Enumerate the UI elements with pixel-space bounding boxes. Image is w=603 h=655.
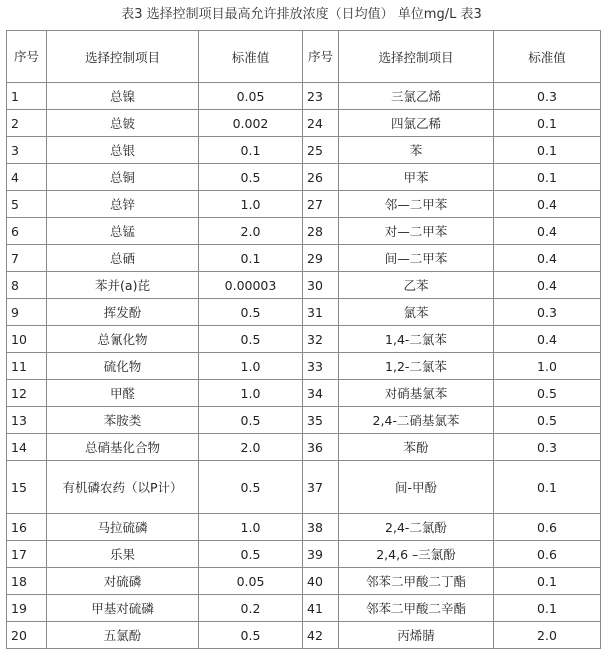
serial-number-right-cell: 29 — [303, 245, 339, 272]
standard-value-left-cell: 0.00003 — [199, 272, 303, 299]
control-item-right-cell: 三氯乙烯 — [339, 83, 494, 110]
control-item-left-cell: 挥发酚 — [47, 299, 199, 326]
control-item-right-cell: 丙烯腈 — [339, 622, 494, 649]
serial-number-right-cell: 35 — [303, 407, 339, 434]
serial-number-left-cell: 12 — [7, 380, 47, 407]
control-item-left-cell: 对硫磷 — [47, 568, 199, 595]
standard-value-right-cell: 0.6 — [494, 514, 601, 541]
serial-number-left-cell: 18 — [7, 568, 47, 595]
standard-value-left-cell: 0.05 — [199, 568, 303, 595]
standard-value-right-cell: 0.4 — [494, 245, 601, 272]
serial-number-left-cell: 7 — [7, 245, 47, 272]
table-row — [7, 272, 601, 299]
standard-value-right-cell: 0.3 — [494, 299, 601, 326]
control-item-left-cell: 甲基对硫磷 — [47, 595, 199, 622]
table-row — [7, 164, 601, 191]
control-item-right-cell: 间-甲酚 — [339, 461, 494, 514]
serial-number-right-cell: 36 — [303, 434, 339, 461]
standard-value-right-cell: 0.4 — [494, 326, 601, 353]
standard-value-left-cell: 1.0 — [199, 191, 303, 218]
standard-value-right-cell: 0.1 — [494, 164, 601, 191]
serial-number-left-cell: 19 — [7, 595, 47, 622]
serial-number-right-cell: 38 — [303, 514, 339, 541]
standard-value-right-cell: 1.0 — [494, 353, 601, 380]
control-item-right-cell: 对—二甲苯 — [339, 218, 494, 245]
serial-number-left-cell: 15 — [7, 461, 47, 514]
control-item-left-cell: 总铜 — [47, 164, 199, 191]
standard-value-left-cell: 0.5 — [199, 299, 303, 326]
serial-number-right-cell: 37 — [303, 461, 339, 514]
control-item-right-cell: 1,4-二氯苯 — [339, 326, 494, 353]
header-row — [7, 31, 601, 83]
serial-number-left-cell: 2 — [7, 110, 47, 137]
serial-number-left-cell: 3 — [7, 137, 47, 164]
standard-value-right-cell: 0.1 — [494, 595, 601, 622]
control-item-right-cell: 乙苯 — [339, 272, 494, 299]
serial-number-left-cell: 16 — [7, 514, 47, 541]
table-row — [7, 461, 601, 514]
standard-value-left-cell: 2.0 — [199, 218, 303, 245]
control-item-right-cell: 2,4,6 –三氯酚 — [339, 541, 494, 568]
serial-number-right-cell: 40 — [303, 568, 339, 595]
serial-number-right-cell: 34 — [303, 380, 339, 407]
header-standard-value-left: 标准值 — [199, 31, 303, 83]
control-item-right-cell: 四氯乙稀 — [339, 110, 494, 137]
table-row — [7, 568, 601, 595]
standard-value-left-cell: 0.05 — [199, 83, 303, 110]
serial-number-right-cell: 27 — [303, 191, 339, 218]
serial-number-right-cell: 39 — [303, 541, 339, 568]
table-row — [7, 434, 601, 461]
table-row — [7, 380, 601, 407]
emission-standards-table — [6, 30, 601, 649]
table-row — [7, 110, 601, 137]
control-item-left-cell: 总硝基化合物 — [47, 434, 199, 461]
standard-value-left-cell: 1.0 — [199, 380, 303, 407]
standard-value-left-cell: 0.5 — [199, 541, 303, 568]
table-row — [7, 622, 601, 649]
control-item-left-cell: 总氰化物 — [47, 326, 199, 353]
serial-number-right-cell: 42 — [303, 622, 339, 649]
standard-value-left-cell: 0.5 — [199, 622, 303, 649]
standard-value-left-cell: 0.2 — [199, 595, 303, 622]
table-row — [7, 83, 601, 110]
serial-number-left-cell: 1 — [7, 83, 47, 110]
header-serial-number-right: 序号 — [303, 31, 339, 83]
table-row — [7, 353, 601, 380]
standard-value-right-cell: 0.5 — [494, 380, 601, 407]
standard-value-right-cell: 0.1 — [494, 137, 601, 164]
control-item-left-cell: 总银 — [47, 137, 199, 164]
control-item-right-cell: 邻苯二甲酸二丁酯 — [339, 568, 494, 595]
serial-number-left-cell: 6 — [7, 218, 47, 245]
standard-value-left-cell: 0.1 — [199, 245, 303, 272]
standard-value-right-cell: 0.1 — [494, 110, 601, 137]
standard-value-right-cell: 0.4 — [494, 272, 601, 299]
serial-number-left-cell: 9 — [7, 299, 47, 326]
control-item-right-cell: 甲苯 — [339, 164, 494, 191]
control-item-right-cell: 苯 — [339, 137, 494, 164]
serial-number-left-cell: 11 — [7, 353, 47, 380]
serial-number-left-cell: 4 — [7, 164, 47, 191]
control-item-left-cell: 乐果 — [47, 541, 199, 568]
table-row — [7, 326, 601, 353]
serial-number-right-cell: 25 — [303, 137, 339, 164]
control-item-left-cell: 总铍 — [47, 110, 199, 137]
table-row — [7, 191, 601, 218]
control-item-right-cell: 间—二甲苯 — [339, 245, 494, 272]
control-item-right-cell: 氯苯 — [339, 299, 494, 326]
control-item-right-cell: 苯酚 — [339, 434, 494, 461]
serial-number-right-cell: 26 — [303, 164, 339, 191]
standard-value-right-cell: 0.3 — [494, 83, 601, 110]
standard-value-left-cell: 0.5 — [199, 407, 303, 434]
table-row — [7, 218, 601, 245]
header-standard-value-right: 标准值 — [494, 31, 601, 83]
control-item-left-cell: 苯胺类 — [47, 407, 199, 434]
control-item-left-cell: 甲醛 — [47, 380, 199, 407]
standard-value-left-cell: 2.0 — [199, 434, 303, 461]
table-row — [7, 595, 601, 622]
control-item-left-cell: 马拉硫磷 — [47, 514, 199, 541]
standard-value-left-cell: 0.5 — [199, 461, 303, 514]
serial-number-right-cell: 33 — [303, 353, 339, 380]
standard-value-left-cell: 0.002 — [199, 110, 303, 137]
header-control-item-left: 选择控制项目 — [47, 31, 199, 83]
control-item-left-cell: 总锰 — [47, 218, 199, 245]
control-item-right-cell: 邻—二甲苯 — [339, 191, 494, 218]
header-control-item-right: 选择控制项目 — [339, 31, 494, 83]
control-item-right-cell: 1,2-二氯苯 — [339, 353, 494, 380]
control-item-right-cell: 2,4-二硝基氯苯 — [339, 407, 494, 434]
standard-value-right-cell: 0.6 — [494, 541, 601, 568]
serial-number-right-cell: 31 — [303, 299, 339, 326]
standard-value-right-cell: 0.5 — [494, 407, 601, 434]
standard-value-left-cell: 1.0 — [199, 353, 303, 380]
serial-number-right-cell: 24 — [303, 110, 339, 137]
standard-value-right-cell: 0.4 — [494, 218, 601, 245]
table-row — [7, 299, 601, 326]
standard-value-left-cell: 0.5 — [199, 164, 303, 191]
control-item-right-cell: 对硝基氯苯 — [339, 380, 494, 407]
serial-number-left-cell: 17 — [7, 541, 47, 568]
serial-number-left-cell: 14 — [7, 434, 47, 461]
control-item-left-cell: 苯并(a)芘 — [47, 272, 199, 299]
table-row — [7, 514, 601, 541]
control-item-left-cell: 总锌 — [47, 191, 199, 218]
header-serial-number-left: 序号 — [7, 31, 47, 83]
standard-value-right-cell: 0.1 — [494, 461, 601, 514]
control-item-left-cell: 总镍 — [47, 83, 199, 110]
control-item-right-cell: 邻苯二甲酸二辛酯 — [339, 595, 494, 622]
serial-number-left-cell: 20 — [7, 622, 47, 649]
table-row — [7, 407, 601, 434]
control-item-left-cell: 有机磷农药（以P计） — [47, 461, 199, 514]
serial-number-right-cell: 41 — [303, 595, 339, 622]
serial-number-left-cell: 8 — [7, 272, 47, 299]
standard-value-left-cell: 0.5 — [199, 326, 303, 353]
serial-number-left-cell: 5 — [7, 191, 47, 218]
control-item-right-cell: 2,4-二氯酚 — [339, 514, 494, 541]
serial-number-right-cell: 28 — [303, 218, 339, 245]
serial-number-right-cell: 30 — [303, 272, 339, 299]
table-row — [7, 541, 601, 568]
control-item-left-cell: 硫化物 — [47, 353, 199, 380]
table-row — [7, 245, 601, 272]
serial-number-left-cell: 13 — [7, 407, 47, 434]
standard-value-left-cell: 0.1 — [199, 137, 303, 164]
standard-value-right-cell: 0.3 — [494, 434, 601, 461]
control-item-left-cell: 总硒 — [47, 245, 199, 272]
serial-number-left-cell: 10 — [7, 326, 47, 353]
serial-number-right-cell: 32 — [303, 326, 339, 353]
standard-value-right-cell: 0.4 — [494, 191, 601, 218]
standard-value-left-cell: 1.0 — [199, 514, 303, 541]
serial-number-right-cell: 23 — [303, 83, 339, 110]
table-caption: 表3 选择控制项目最高允许排放浓度（日均值） 单位mg/L 表3 — [121, 7, 482, 22]
standard-value-right-cell: 2.0 — [494, 622, 601, 649]
control-item-left-cell: 五氯酚 — [47, 622, 199, 649]
table-row — [7, 137, 601, 164]
standard-value-right-cell: 0.1 — [494, 568, 601, 595]
